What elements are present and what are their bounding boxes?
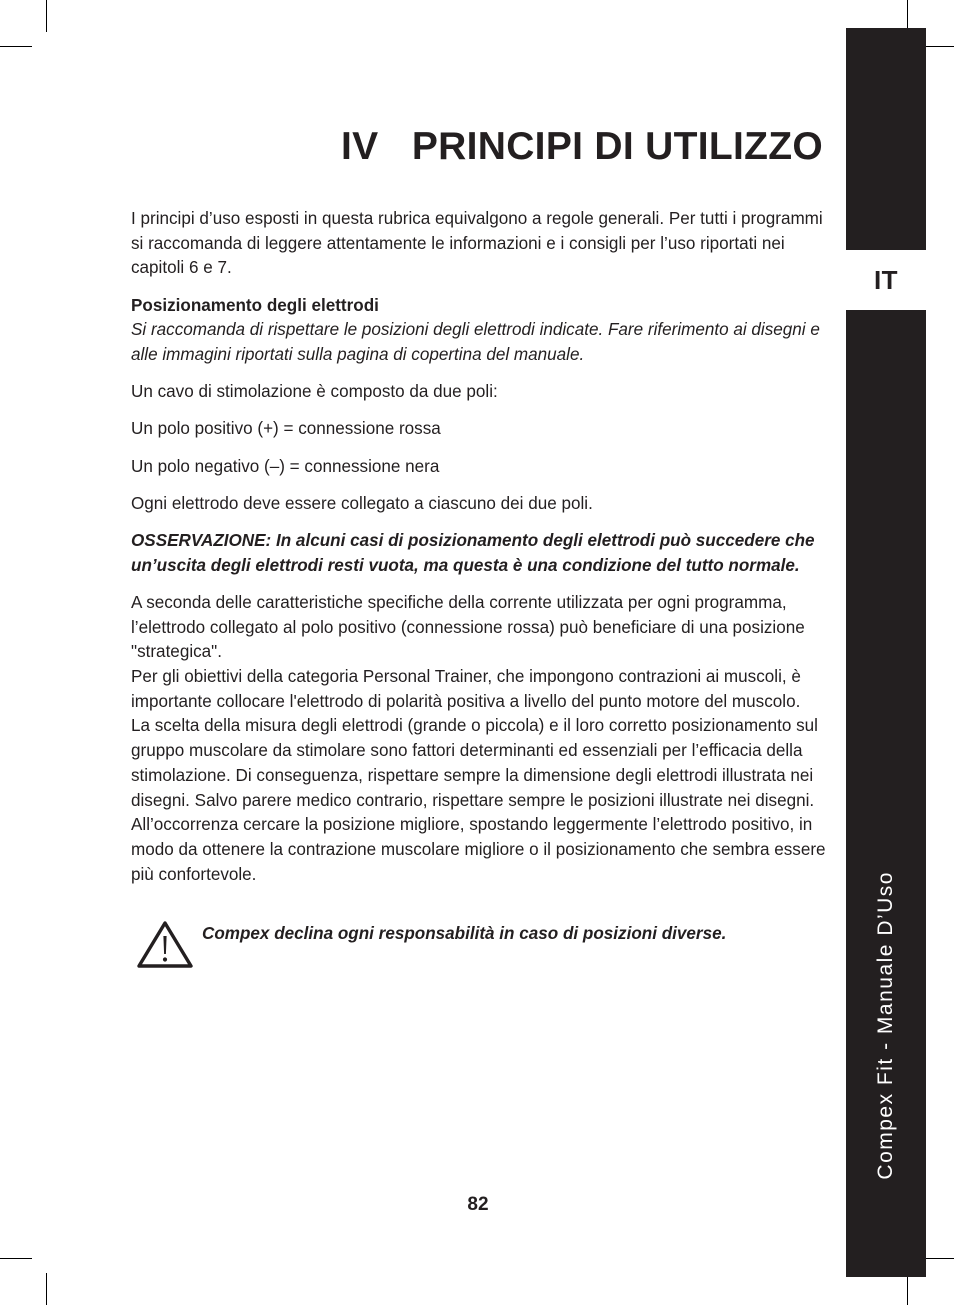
page-number: 82 (467, 1194, 489, 1215)
electrode-size-text: La scelta della misura degli elettrodi (grande o piccola) e il loro corretto posizionamento sul gruppo muscolare da stimolare sono fattori determinanti ed essenziali per l’efficacia della stimolazione. Di conseguenza, rispettare sempre la dimensione degli elettrodi illustrata nei disegni. Salvo parere medico contrario, rispettare sempre le posizioni illustrate nei disegni. All’occorrenza cercare la posizione migliore, spostando leggermente l’elettrodo positivo, in modo da ottenere la contrazione muscolare migliore o il posizionamento che sembra essere più confortevole. (131, 716, 826, 884)
manual-title-text: Compex Fit - Manuale D’Uso (874, 871, 897, 1180)
positive-pole: Un polo positivo (+) = connessione rossa (131, 419, 441, 439)
sidebar-top-block (846, 28, 926, 250)
details-block (131, 591, 827, 887)
section-title: IV PRINCIPI DI UTILIZZO (340, 125, 823, 168)
crop-mark (46, 1273, 47, 1305)
crop-mark (907, 1273, 908, 1305)
strategic-position-text: A seconda delle caratteristiche specifiche della corrente utilizzata per ogni programma, l’elettrodo collegato al polo positivo (connessione rossa) può beneficiare di una posizione "strategica". (131, 592, 805, 662)
crop-mark (0, 46, 32, 47)
negative-pole: Un polo negativo (–) = connessione nera (131, 456, 440, 476)
warning-triangle-icon (136, 920, 194, 970)
cable-intro: Un cavo di stimolazione è composto da due poli: (131, 382, 498, 402)
warning-block (136, 920, 836, 972)
main-content (131, 207, 827, 900)
sidebar-manual-title (846, 310, 926, 1180)
electrode-section (131, 294, 827, 368)
language-tab: IT (873, 264, 899, 295)
electrode-heading: Posizionamento degli elettrodi (131, 295, 379, 315)
crop-mark (46, 0, 47, 32)
warning-text: Compex declina ogni responsabilità in caso di posizioni diverse. (202, 924, 727, 943)
each-electrode: Ogni elettrodo deve essere collegato a ciascuno dei due poli. (131, 493, 593, 513)
crop-mark (0, 1258, 32, 1259)
electrode-note: Si raccomanda di rispettare le posizioni degli elettrodi indicate. Fare riferimento ai disegni e alle immagini riportati sulla pagina di copertina del manuale. (131, 320, 820, 365)
observation-note: OSSERVAZIONE: In alcuni casi di posizionamento degli elettrodi può succedere che un’uscita degli elettrodi resti vuota, ma questa è una condizione del tutto normale. (131, 531, 815, 575)
crop-mark (922, 46, 954, 47)
intro-paragraph: I principi d’uso esposti in questa rubrica equivalgono a regole generali. Per tutti i programmi si raccomanda di leggere attentamente le informazioni e i consigli per l’uso riportati nei capitoli 6 e 7. (131, 209, 823, 278)
crop-mark (922, 1258, 954, 1259)
personal-trainer-text: Per gli obiettivi della categoria Personal Trainer, che impongono contrazioni ai muscoli, è importante collocare l'elettrodo di polarità positiva a livello del punto motore del muscolo. (131, 667, 801, 711)
